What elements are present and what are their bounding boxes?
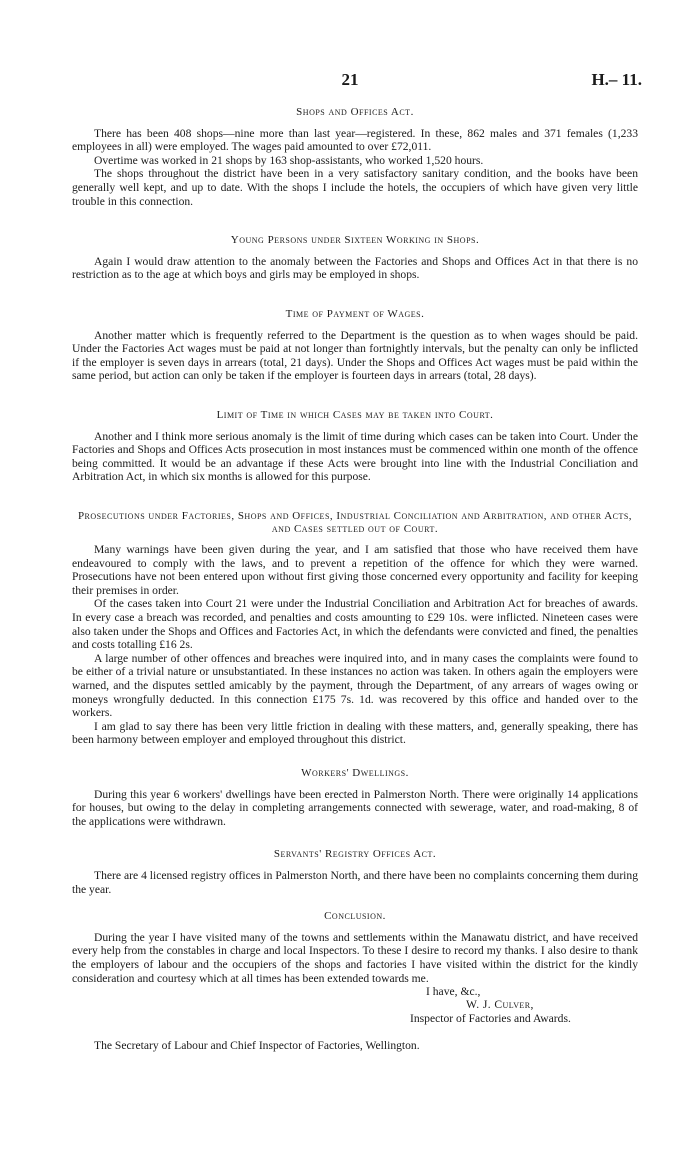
section-heading-workers-dwellings: Workers' Dwellings. bbox=[301, 766, 409, 779]
paragraph: Overtime was worked in 21 shops by 163 shop-assistants, who worked 1,520 hours. bbox=[94, 153, 484, 167]
section-heading-time-of-payment: Time of Payment of Wages. bbox=[285, 307, 425, 320]
signatory-name: W. J. Culver, bbox=[466, 998, 534, 1012]
paragraph: There are 4 licensed registry offices in Palmerston North, and there have been no complaints concerning them during the year. bbox=[72, 868, 638, 896]
paragraph: Many warnings have been given during the year, and I am satisfied that those who have received them have endeavoured to comply with the laws, and to prevent a repetition of the offence for which they were warned. Prosecutions have not been entered upon without first giving those concerned every opportunity and facility for keeping their premises in order. bbox=[72, 543, 638, 597]
section-heading-registry-offices: Servants' Registry Offices Act. bbox=[273, 848, 437, 861]
signature-block bbox=[72, 985, 638, 1039]
signatory-title: Inspector of Factories and Awards. bbox=[410, 1012, 571, 1026]
paragraph: The shops throughout the district have been in a very satisfactory sanitary condition, and the books have been generally well kept, and up to date. With the shops I include the hotels, the occupiers of which have given very little trouble in this connection. bbox=[72, 167, 638, 208]
paragraph: During this year 6 workers' dwellings have been erected in Palmerston North. There were originally 14 applications for houses, but owing to the delay in completing arrangements connected with sewerage, water, and road-making, 8 of the applications were withdrawn. bbox=[72, 787, 638, 828]
paragraph: Of the cases taken into Court 21 were under the Industrial Conciliation and Arbitration Act for breaches of awards. In every case a breach was recorded, and penalties and costs amounting to £29 10s. were inflicted. Nineteen cases were also taken under the Shops and Offices and Factories Act, in which the defendants were convicted and fined, the penalties and costs totalling £16 2s. bbox=[72, 597, 638, 652]
paragraph: During the year I have visited many of the towns and settlements within the Manawatu district, and have received every help from the constables in charge and local Inspectors. To these I desire to record my thanks. I also desire to thank the employers of labour and the occupiers of the shops and factories I have visited within the district for the kindly consideration and courtesy which at all times has been extended towards me. bbox=[72, 930, 638, 985]
section-heading-conclusion: Conclusion. bbox=[324, 910, 386, 923]
page-number: 21 bbox=[341, 70, 359, 89]
closing-salutation: I have, &c., bbox=[426, 985, 481, 999]
section-heading-prosecutions: Prosecutions under Factories, Shops and Offices, Industrial Conciliation and Arbitration, and other Acts, and Cases settled out of Court. bbox=[77, 509, 633, 536]
recipient-line: The Secretary of Labour and Chief Inspector of Factories, Wellington. bbox=[94, 1039, 420, 1053]
paragraph: Another matter which is frequently referred to the Department is the question as to when wages should be paid. Under the Factories Act wages must be paid at not longer than fortnightly intervals, but the penalty can only be inflicted if the employer is seven days in arrears (total, 21 days). Under the Shops and Offices Act wages must be paid within the same period, but action can only be taken if the employer is fourteen days in arrears (total, 28 days). bbox=[72, 328, 638, 383]
paragraph: There has been 408 shops—nine more than last year—registered. In these, 862 males and 371 females (1,233 employees in all) were employed. The wages paid amounted to over £72,011. bbox=[72, 126, 638, 154]
document-reference: H.– 11. bbox=[591, 70, 642, 89]
paragraph: Another and I think more serious anomaly is the limit of time during which cases can be taken into Court. Under the Factories and Shops and Offices Acts prosecution in most instances must be commenced within one month of the offence being committed. It would be an advantage if these Acts were brought into line with the Industrial Conciliation and Arbitration Act, in which six months is allowed for this purpose. bbox=[72, 429, 638, 484]
section-heading-young-persons: Young Persons under Sixteen Working in Shops. bbox=[230, 234, 480, 247]
paragraph: A large number of other offences and breaches were inquired into, and in many cases the complaints were found to be either of a trivial nature or unsubstantiated. In these instances no action was taken. In others again the employers were warned, and the disputes settled amicably by the payment, through the Department, of any arrears of wages owing or moneys wrongfully deducted. In this connection £175 7s. 1d. was recovered by this office and handed over to the workers. bbox=[72, 651, 638, 720]
section-heading-shops-offices-act: Shops and Offices Act. bbox=[296, 106, 414, 118]
paragraph: Again I would draw attention to the anomaly between the Factories and Shops and Offices Act in that there is no restriction as to the age at which boys and girls may be employed in shops. bbox=[72, 254, 638, 282]
section-heading-limit-of-time: Limit of Time in which Cases may be taken into Court. bbox=[216, 408, 494, 421]
page-body bbox=[72, 106, 638, 1053]
paragraph: I am glad to say there has been very little friction in dealing with these matters, and, generally speaking, there has been harmony between employer and employed throughout this district. bbox=[72, 719, 638, 747]
